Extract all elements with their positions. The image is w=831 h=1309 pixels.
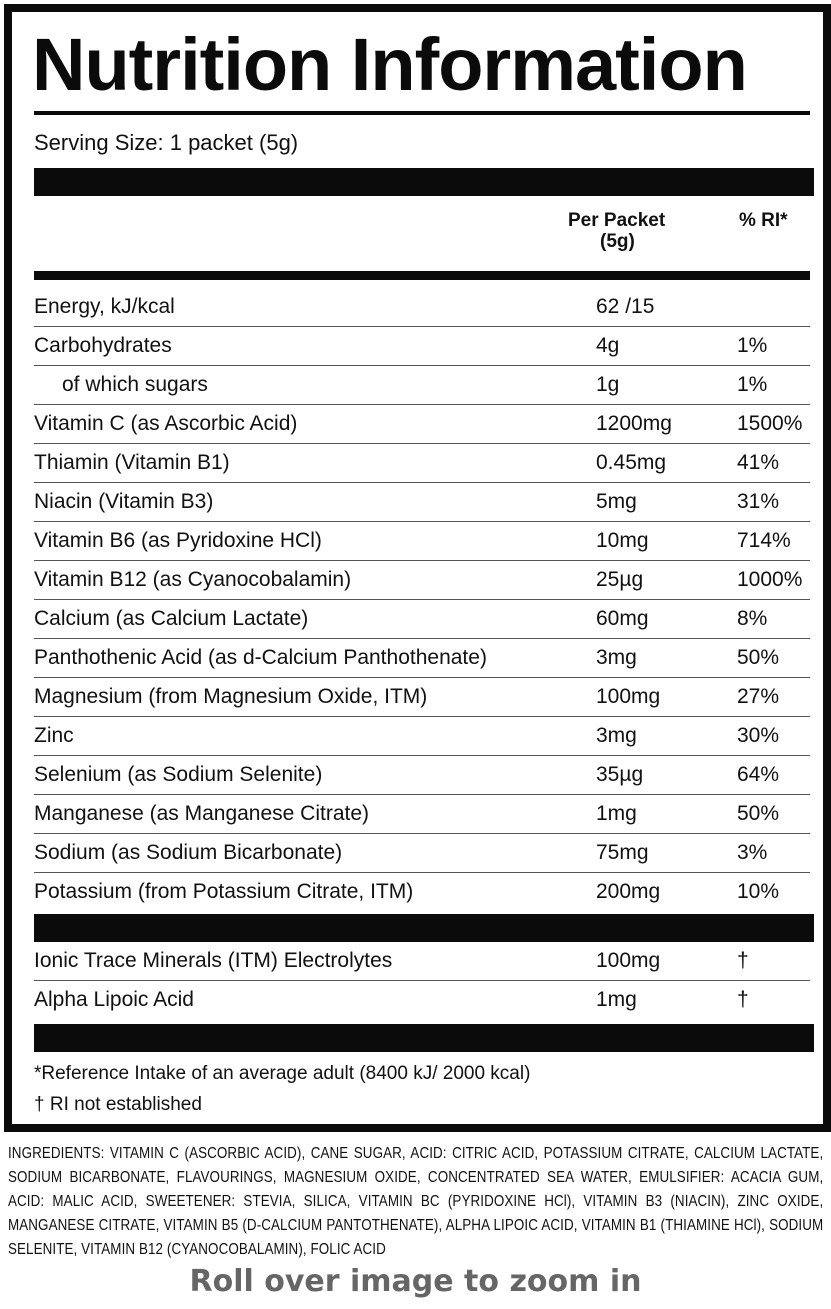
- other-ingredient-ri: †: [737, 988, 749, 1011]
- nutrient-row: [34, 483, 810, 522]
- nutrient-row: [34, 327, 810, 366]
- nutrient-amount: 1200mg: [596, 412, 672, 435]
- nutrient-amount: 25µg: [596, 568, 644, 591]
- nutrient-ri: 50%: [737, 646, 780, 669]
- nutrient-amount: 100mg: [596, 685, 661, 708]
- nutrient-ri: 10%: [737, 880, 780, 903]
- nutrient-name: Panthothenic Acid (as d-Calcium Panthothenate): [34, 646, 487, 669]
- nutrient-amount: 3mg: [596, 646, 637, 669]
- nutrient-amount: 5mg: [596, 490, 637, 513]
- nutrient-row: [34, 366, 810, 405]
- nutrition-title: Nutrition Information: [32, 23, 747, 106]
- nutrient-amount: 60mg: [596, 607, 649, 630]
- nutrient-name: Vitamin B12 (as Cyanocobalamin): [34, 568, 352, 591]
- nutrient-ri: 1000%: [737, 568, 803, 591]
- title-rule: [34, 111, 810, 115]
- nutrient-ri: 714%: [737, 529, 791, 552]
- section-bar: [34, 914, 814, 942]
- nutrient-name: Zinc: [34, 724, 74, 747]
- nutrition-panel: [4, 4, 831, 1132]
- nutrient-ri: 31%: [737, 490, 780, 513]
- nutrient-name: of which sugars: [62, 373, 208, 396]
- nutrient-ri: 27%: [737, 685, 780, 708]
- other-ingredient-ri: †: [737, 949, 749, 972]
- nutrient-amount: 1g: [596, 373, 620, 396]
- nutrient-ri: 1%: [737, 334, 768, 357]
- nutrient-amount: 75mg: [596, 841, 649, 864]
- nutrient-ri: 30%: [737, 724, 780, 747]
- nutrient-ri: 8%: [737, 607, 768, 630]
- ri-header: % RI*: [739, 210, 788, 231]
- nutrient-name: Magnesium (from Magnesium Oxide, ITM): [34, 685, 428, 708]
- nutrient-row: [34, 873, 810, 911]
- nutrient-name: Thiamin (Vitamin B1): [34, 451, 230, 474]
- footer-bar: [34, 1024, 814, 1052]
- nutrient-amount: 0.45mg: [596, 451, 667, 474]
- nutrient-amount: 35µg: [596, 763, 644, 786]
- nutrient-name: Niacin (Vitamin B3): [34, 490, 214, 513]
- header-rule: [34, 271, 810, 280]
- serving-size: Serving Size: 1 packet (5g): [34, 130, 299, 155]
- nutrient-amount: 4g: [596, 334, 620, 357]
- nutrient-ri: 1500%: [737, 412, 803, 435]
- nutrient-row: [34, 678, 810, 717]
- per-packet-header: [568, 210, 688, 252]
- nutrient-name: Energy, kJ/kcal: [34, 295, 175, 318]
- other-ingredient-row: [34, 981, 810, 1019]
- other-ingredient-row: [34, 942, 810, 981]
- ri-not-established-note: † RI not established: [34, 1094, 202, 1115]
- nutrient-table: [34, 288, 810, 911]
- nutrient-name: Potassium (from Potassium Citrate, ITM): [34, 880, 414, 903]
- zoom-hint: Roll over image to zoom in: [189, 1264, 642, 1299]
- nutrient-ri: 41%: [737, 451, 780, 474]
- ingredients-list: INGREDIENTS: VITAMIN C (ASCORBIC ACID), CANE SUGAR, ACID: CITRIC ACID, POTASSIUM CITRATE, CALCIUM LACTATE, SODIUM BICARBONATE, FLAVOURINGS, MAGNESIUM OXIDE, CONCENTRATED SEA WATER, EMULSIFIER: ACACIA GUM, ACID: MALIC ACID, SWEETENER: STEVIA, SILICA, VITAMIN BC (PYRIDOXINE HCl), VITAMIN B3 (NIACIN), ZINC OXIDE, MANGANESE CITRATE, VITAMIN B5 (D-CALCIUM PANTOTHENATE), ALPHA LIPOIC ACID, VITAMIN B1 (THIAMINE HCl), SODIUM SELENITE, VITAMIN B12 (CYANOCOBALAMIN), FOLIC ACID: [8, 1145, 824, 1258]
- nutrient-row: [34, 756, 810, 795]
- nutrient-row: [34, 639, 810, 678]
- nutrient-ri: 1%: [737, 373, 768, 396]
- other-ingredient-amount: 1mg: [596, 988, 637, 1011]
- nutrient-row: [34, 834, 810, 873]
- per-packet-header-line2: (5g): [600, 231, 635, 252]
- nutrient-row: [34, 717, 810, 756]
- nutrient-amount: 1mg: [596, 802, 637, 825]
- nutrient-amount: 10mg: [596, 529, 649, 552]
- nutrient-ri: 50%: [737, 802, 780, 825]
- nutrient-name: Calcium (as Calcium Lactate): [34, 607, 309, 630]
- per-packet-header-line1: Per Packet: [568, 210, 666, 231]
- nutrient-amount: 200mg: [596, 880, 661, 903]
- nutrient-amount: 3mg: [596, 724, 637, 747]
- nutrient-ri: 64%: [737, 763, 780, 786]
- nutrient-row: [34, 561, 810, 600]
- nutrient-amount: 62 /15: [596, 295, 655, 318]
- other-ingredient-name: Ionic Trace Minerals (ITM) Electrolytes: [34, 949, 393, 972]
- reference-intake-note: *Reference Intake of an average adult (8400 kJ/ 2000 kcal): [34, 1063, 531, 1084]
- nutrient-row: [34, 795, 810, 834]
- nutrient-row: [34, 600, 810, 639]
- header-bar: [34, 168, 814, 196]
- nutrient-name: Vitamin C (as Ascorbic Acid): [34, 412, 298, 435]
- other-ingredients-table: [34, 942, 810, 1019]
- nutrient-row: [34, 405, 810, 444]
- nutrient-row: [34, 444, 810, 483]
- nutrient-name: Manganese (as Manganese Citrate): [34, 802, 370, 825]
- other-ingredient-amount: 100mg: [596, 949, 661, 972]
- other-ingredient-name: Alpha Lipoic Acid: [34, 988, 194, 1011]
- nutrient-row: [34, 522, 810, 561]
- nutrient-ri: 3%: [737, 841, 768, 864]
- nutrient-name: Sodium (as Sodium Bicarbonate): [34, 841, 343, 864]
- nutrient-name: Vitamin B6 (as Pyridoxine HCl): [34, 529, 322, 552]
- nutrient-name: Carbohydrates: [34, 334, 172, 357]
- nutrient-name: Selenium (as Sodium Selenite): [34, 763, 323, 786]
- nutrient-row: [34, 288, 810, 327]
